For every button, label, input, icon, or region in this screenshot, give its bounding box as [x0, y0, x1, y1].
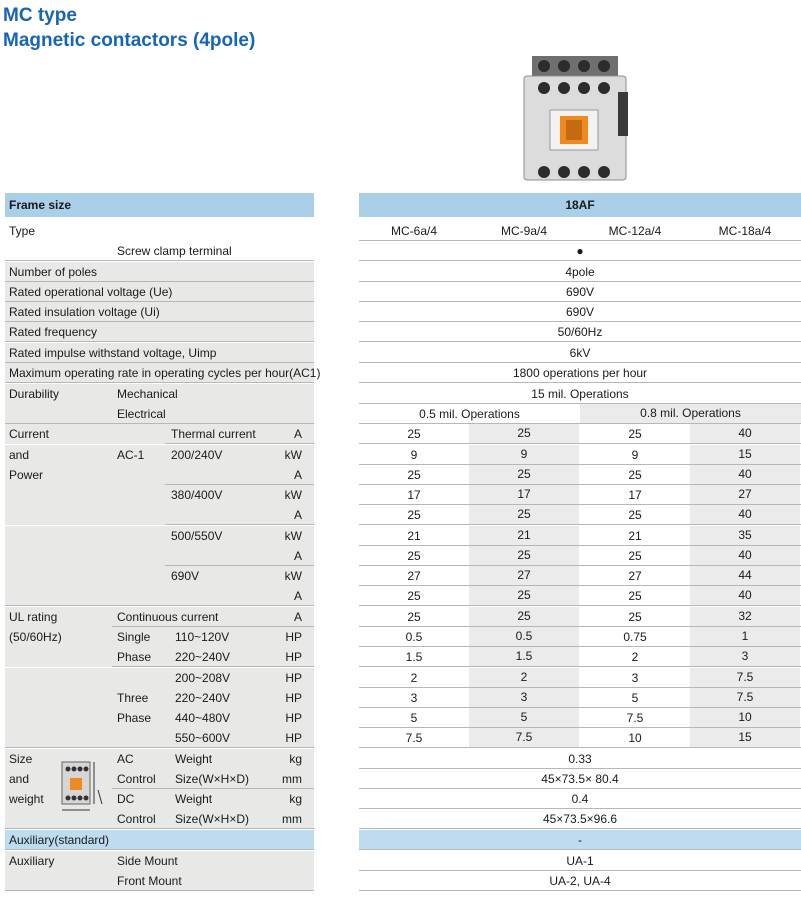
value-cell: 7.5 — [690, 688, 800, 707]
mech-row — [359, 384, 801, 404]
row-aux-side — [5, 851, 314, 871]
row-a200 — [5, 465, 314, 485]
v380-label: 380/400V — [171, 488, 223, 502]
row-maxrate — [5, 363, 321, 383]
row-durability-elec — [5, 404, 314, 424]
ul-label: UL rating — [9, 610, 58, 624]
row-a690 — [5, 586, 314, 606]
uimp-value: 6kV — [569, 346, 591, 360]
r200-label: 200~208V — [175, 671, 231, 685]
types-row — [359, 221, 801, 241]
value-cell: 25 — [469, 465, 579, 484]
dc-size-value: 45×73.5×96.6 — [542, 812, 618, 826]
weight-row-label: weight — [9, 792, 44, 806]
value-cell: 40 — [690, 465, 800, 484]
v690-label: 690V — [171, 569, 200, 583]
value-cell: 2 — [410, 671, 418, 685]
frame-18af-header — [359, 193, 801, 217]
type-label: Type — [9, 224, 36, 238]
aux-std-value: - — [578, 833, 582, 847]
value-cell: 25 — [469, 607, 579, 626]
ui-row — [359, 302, 801, 322]
value-cell: 40 — [690, 546, 800, 565]
value-cell: 25 — [407, 508, 421, 522]
value-cell: 3 — [631, 671, 639, 685]
dc-weight-value: 0.4 — [571, 792, 589, 806]
row-thermal — [5, 424, 314, 444]
value-cell: 25 — [628, 508, 642, 522]
aux-side-row — [359, 851, 801, 871]
unit-a: A — [293, 468, 302, 482]
r220-label: 220~240V — [175, 650, 231, 664]
values-row-ul_cont — [359, 607, 801, 627]
values-row-hp_s220 — [359, 647, 801, 667]
r220-label: 220~240V — [175, 691, 231, 705]
ac-size-value: 45×73.5× 80.4 — [541, 772, 619, 786]
ue-row — [359, 282, 801, 302]
value-cell: 25 — [407, 589, 421, 603]
row-durability-mech — [5, 384, 314, 404]
row-kw500 — [5, 526, 314, 546]
value-cell: 25 — [469, 546, 579, 565]
value-cell: 0.75 — [623, 630, 647, 644]
maxrate-row — [359, 363, 801, 383]
thermal-label: Thermal current — [171, 427, 256, 441]
freq-label: Rated frequency — [9, 325, 98, 339]
value-cell: 27 — [628, 569, 642, 583]
value-cell: 2 — [469, 668, 579, 687]
value-cell: 25 — [407, 468, 421, 482]
value-cell: 9 — [631, 448, 639, 462]
unit-kw: kW — [284, 529, 302, 543]
v500-label: 500/550V — [171, 529, 223, 543]
single-label: Single — [117, 630, 151, 644]
page-title-line2: Magnetic contactors (4pole) — [3, 30, 256, 51]
row-uimp — [5, 343, 314, 363]
value-cell: 25 — [469, 424, 579, 443]
row-aux-std — [5, 830, 314, 850]
aux-std-row — [359, 830, 801, 850]
value-cell: 1.5 — [405, 650, 423, 664]
sizewhd-label: Size(W×H×D) — [175, 812, 250, 826]
dimension-drawing-icon — [58, 760, 104, 816]
poles-label: Number of poles — [9, 265, 98, 279]
unit-kg: kg — [289, 792, 302, 806]
value-cell: 5 — [631, 691, 639, 705]
unit-hp: HP — [285, 731, 302, 745]
unit-a: A — [293, 589, 302, 603]
values-row-thermal — [359, 424, 801, 444]
value-cell: 25 — [628, 589, 642, 603]
r110-label: 110~120V — [175, 630, 230, 644]
screw-clamp-label: Screw clamp terminal — [117, 244, 232, 258]
control-label: Control — [117, 772, 156, 786]
row-a500 — [5, 546, 314, 566]
type-mc9: MC-9a/4 — [500, 224, 547, 238]
value-cell: 27 — [690, 485, 800, 504]
values-row-a200 — [359, 465, 801, 485]
v200-label: 200/240V — [171, 448, 223, 462]
row-freq — [5, 322, 314, 342]
values-row-a690 — [359, 586, 801, 606]
values-row-kw500 — [359, 526, 801, 546]
value-cell: 40 — [690, 424, 800, 443]
maxrate-value: 1800 operations per hour — [512, 366, 648, 380]
aux-std-label: Auxiliary(standard) — [9, 833, 110, 847]
unit-hp: HP — [285, 671, 302, 685]
value-cell: 0.5 — [405, 630, 423, 644]
value-cell: 35 — [690, 526, 800, 545]
elec-row — [359, 404, 801, 424]
value-cell: 5 — [410, 711, 418, 725]
mechanical-label: Mechanical — [117, 387, 178, 401]
value-cell: 25 — [628, 610, 642, 624]
row-ul-s110 — [5, 627, 314, 647]
value-cell: 7.5 — [690, 668, 800, 687]
phase-label: Phase — [117, 650, 152, 664]
value-cell: 2 — [631, 650, 639, 664]
unit-kw: kW — [284, 448, 302, 462]
uimp-row — [359, 343, 801, 363]
electrical-value-b: 0.8 mil. Operations — [580, 404, 801, 423]
unit-hp: HP — [285, 711, 302, 725]
continuous-label: Continuous current — [117, 610, 219, 624]
value-cell: 5 — [469, 708, 579, 727]
value-cell: 3 — [410, 691, 418, 705]
value-cell: 17 — [469, 485, 579, 504]
row-ul-t200 — [5, 668, 314, 688]
ue-label: Rated operational voltage (Ue) — [9, 285, 173, 299]
front-mount-value: UA-2, UA-4 — [549, 874, 611, 888]
row-aux-front — [5, 871, 314, 891]
value-cell: 40 — [690, 505, 800, 524]
side-mount-value: UA-1 — [566, 854, 594, 868]
value-cell: 21 — [407, 529, 421, 543]
ac-weight-row — [359, 749, 801, 769]
ac1-label: AC-1 — [117, 448, 145, 462]
value-cell: 25 — [407, 610, 421, 624]
value-cell: 7.5 — [405, 731, 423, 745]
freq-row — [359, 322, 801, 342]
value-cell: 25 — [628, 427, 642, 441]
value-cell: 7.5 — [469, 728, 579, 747]
unit-hp: HP — [285, 630, 302, 644]
maxrate-label: Maximum operating rate in operating cycles per hour(AC1) — [9, 366, 321, 380]
control-label: Control — [117, 812, 156, 826]
values-row-a380 — [359, 505, 801, 525]
unit-mm: mm — [282, 772, 302, 786]
ue-value: 690V — [565, 285, 595, 299]
row-screw — [5, 241, 314, 261]
ul-hz-label: (50/60Hz) — [9, 630, 62, 644]
contactor-product-image — [520, 48, 630, 188]
electrical-label: Electrical — [117, 407, 166, 421]
aux-front-row — [359, 871, 801, 891]
value-cell: 25 — [407, 427, 421, 441]
type-mc18: MC-18a/4 — [718, 224, 772, 238]
row-ue — [5, 282, 314, 302]
unit-kg: kg — [289, 752, 302, 766]
value-cell: 25 — [628, 549, 642, 563]
values-row-kw380 — [359, 485, 801, 505]
and-label: and — [9, 448, 30, 462]
values-row-hp_t440 — [359, 708, 801, 728]
unit-hp: HP — [285, 691, 302, 705]
value-cell: 40 — [690, 586, 800, 605]
unit-a: A — [293, 610, 302, 624]
value-cell: 25 — [407, 549, 421, 563]
unit-kw: kW — [284, 488, 302, 502]
three-label: Three — [117, 691, 149, 705]
value-cell: 21 — [628, 529, 642, 543]
screw-row — [359, 241, 801, 261]
ac-weight-value: 0.33 — [568, 752, 592, 766]
mechanical-value: 15 mil. Operations — [531, 387, 629, 401]
row-ul-t440 — [5, 708, 314, 728]
value-cell: 10 — [690, 708, 800, 727]
values-row-a500 — [359, 546, 801, 566]
value-cell: 15 — [690, 728, 800, 747]
row-ac-weight — [5, 749, 314, 769]
dc-size-row — [359, 809, 801, 829]
value-cell: 25 — [469, 586, 579, 605]
r440-label: 440~480V — [175, 711, 231, 725]
frame-size-header — [5, 193, 314, 217]
uimp-label: Rated impulse withstand voltage, Uimp — [9, 346, 217, 360]
value-cell: 25 — [469, 505, 579, 524]
row-ul-t550 — [5, 728, 314, 748]
unit-hp: HP — [285, 650, 302, 664]
screw-clamp-bullet: ● — [576, 244, 584, 258]
side-mount-label: Side Mount — [117, 854, 178, 868]
values-row-kw690 — [359, 566, 801, 586]
row-ac-size — [5, 769, 314, 789]
value-cell: 1.5 — [469, 647, 579, 666]
value-cell: 3 — [469, 688, 579, 707]
row-ul-t220 — [5, 688, 314, 708]
row-a380 — [5, 505, 314, 525]
current-label: Current — [9, 427, 50, 441]
value-cell: 25 — [628, 468, 642, 482]
value-cell: 17 — [407, 488, 421, 502]
value-cell: 7.5 — [626, 711, 644, 725]
page-title-line1: MC type — [3, 5, 77, 26]
frame-size-label: Frame size — [9, 198, 72, 212]
value-cell: 21 — [469, 526, 579, 545]
value-cell: 3 — [690, 647, 800, 666]
values-row-hp_t200 — [359, 668, 801, 688]
electrical-value-a: 0.5 mil. Operations — [419, 407, 520, 421]
row-ui — [5, 302, 314, 322]
value-cell: 17 — [628, 488, 642, 502]
aux-label: Auxiliary — [9, 854, 55, 868]
values-row-hp_s110 — [359, 627, 801, 647]
value-cell: 32 — [690, 607, 800, 626]
front-mount-label: Front Mount — [117, 874, 182, 888]
row-ul-cont — [5, 607, 314, 627]
power-label: Power — [9, 468, 44, 482]
weight-label: Weight — [175, 752, 213, 766]
value-cell: 1 — [690, 627, 800, 646]
value-cell: 0.5 — [469, 627, 579, 646]
sizewhd-label: Size(W×H×D) — [175, 772, 250, 786]
values-row-hp_t550 — [359, 728, 801, 748]
r550-label: 550~600V — [175, 731, 231, 745]
values-row-hp_t220 — [359, 688, 801, 708]
freq-value: 50/60Hz — [557, 325, 603, 339]
value-cell: 15 — [690, 445, 800, 464]
unit-a: A — [293, 427, 302, 441]
ac-label: AC — [117, 752, 134, 766]
type-mc12: MC-12a/4 — [608, 224, 662, 238]
value-cell: 44 — [690, 566, 800, 585]
unit-mm: mm — [282, 812, 302, 826]
poles-value: 4pole — [565, 265, 595, 279]
row-dc-size — [5, 809, 314, 829]
unit-kw: kW — [284, 569, 302, 583]
value-cell: 9 — [469, 445, 579, 464]
row-ul-s220 — [5, 647, 314, 667]
row-kw380 — [5, 485, 314, 505]
value-cell: 9 — [410, 448, 418, 462]
values-row-kw200 — [359, 445, 801, 465]
frame-18af-label: 18AF — [565, 198, 595, 212]
dc-label: DC — [117, 792, 135, 806]
row-dc-weight — [5, 789, 314, 809]
size-label: Size — [9, 752, 33, 766]
row-poles — [5, 262, 314, 282]
row-type — [5, 221, 314, 241]
row-kw690 — [5, 566, 314, 586]
unit-a: A — [293, 549, 302, 563]
ui-value: 690V — [565, 305, 595, 319]
unit-a: A — [293, 508, 302, 522]
row-kw200 — [5, 445, 314, 465]
and-label: and — [9, 772, 30, 786]
dc-weight-row — [359, 789, 801, 809]
value-cell: 27 — [469, 566, 579, 585]
value-cell: 10 — [628, 731, 642, 745]
poles-row — [359, 262, 801, 282]
value-cell: 27 — [407, 569, 421, 583]
type-mc6: MC-6a/4 — [390, 224, 437, 238]
ac-size-row — [359, 769, 801, 789]
durability-label: Durability — [9, 387, 60, 401]
weight-label: Weight — [175, 792, 213, 806]
ui-label: Rated insulation voltage (Ui) — [9, 305, 160, 319]
phase-label: Phase — [117, 711, 152, 725]
